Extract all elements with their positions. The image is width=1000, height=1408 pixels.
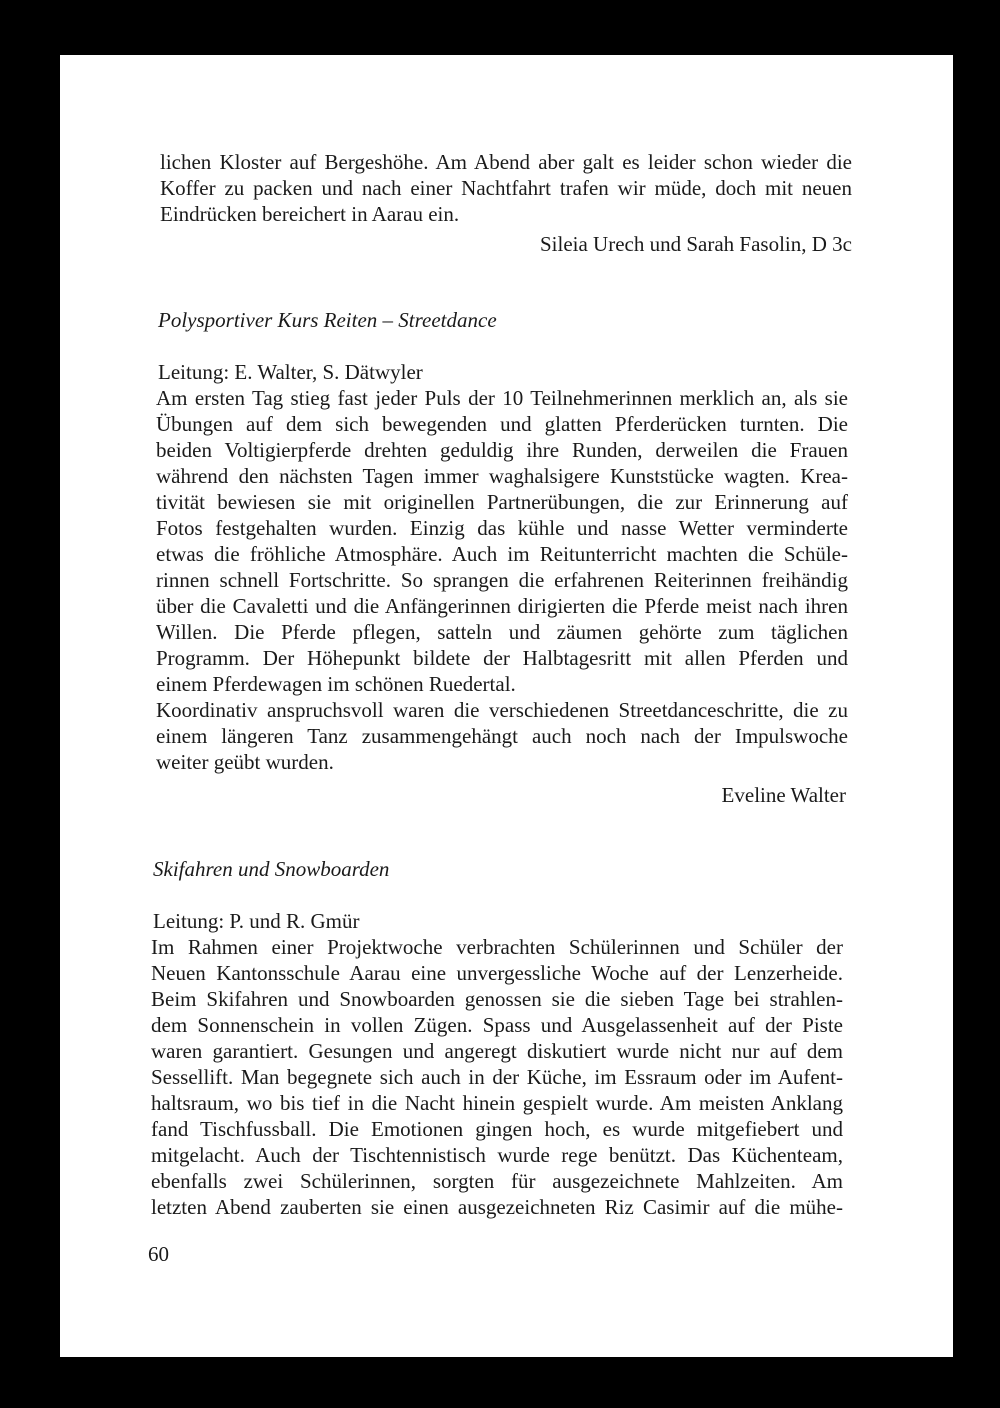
text-line: über die Cavaletti und die Anfängerinnen dirigierten die Pferde meist nach ihren <box>156 594 848 618</box>
page-number: 60 <box>148 1242 169 1266</box>
text-line: haltsraum, wo bis tief in die Nacht hinein gespielt wurde. Am meisten Anklang <box>151 1091 843 1115</box>
text-line: Willen. Die Pferde pflegen, satteln und zäumen gehörte zum täglichen <box>156 620 848 644</box>
section2-leitung: Leitung: E. Walter, S. Dätwyler <box>158 360 423 384</box>
text-line: Koffer zu packen und nach einer Nachtfahrt trafen wir müde, doch mit neuen <box>160 176 852 200</box>
section2-paragraph <box>156 385 848 775</box>
section3-paragraph <box>151 934 843 1220</box>
section2-author: Eveline Walter <box>721 783 846 807</box>
text-line: beiden Voltigierpferde drehten geduldig ihre Runden, derweilen die Frauen <box>156 438 848 462</box>
text-line: lichen Kloster auf Bergeshöhe. Am Abend aber galt es leider schon wieder die <box>160 150 852 174</box>
text-line: Im Rahmen einer Projektwoche verbrachten Schülerinnen und Schüler der <box>151 935 843 959</box>
text-line: Übungen auf dem sich bewegenden und glatten Pferderücken turnten. Die <box>156 412 848 436</box>
section1-paragraph <box>160 149 852 227</box>
section3-leitung: Leitung: P. und R. Gmür <box>153 909 360 933</box>
text-line: letzten Abend zauberten sie einen ausgezeichneten Riz Casimir auf die mühe- <box>151 1195 843 1219</box>
text-line: einem Pferdewagen im schönen Ruedertal. <box>156 672 516 696</box>
text-line: etwas die fröhliche Atmosphäre. Auch im Reitunterricht machten die Schüle- <box>156 542 848 566</box>
section2-title: Polysportiver Kurs Reiten – Streetdance <box>158 308 497 332</box>
text-line: Koordinativ anspruchsvoll waren die verschiedenen Streetdanceschritte, die zu <box>156 698 848 722</box>
text-line: einem längeren Tanz zusammengehängt auch noch nach der Impulswoche <box>156 724 848 748</box>
text-line: Programm. Der Höhepunkt bildete der Halbtagesritt mit allen Pferden und <box>156 646 848 670</box>
text-line: Eindrücken bereichert in Aarau ein. <box>160 202 460 226</box>
text-line: Fotos festgehalten wurden. Einzig das kühle und nasse Wetter verminderte <box>156 516 848 540</box>
text-line: waren garantiert. Gesungen und angeregt diskutiert wurde nicht nur auf dem <box>151 1039 843 1063</box>
text-line: Beim Skifahren und Snowboarden genossen sie die sieben Tage bei strahlen- <box>151 987 843 1011</box>
section1-author: Sileia Urech und Sarah Fasolin, D 3c <box>539 232 852 256</box>
text-line: dem Sonnenschein in vollen Zügen. Spass und Ausgelassenheit auf der Piste <box>151 1013 843 1037</box>
text-line: ebenfalls zwei Schülerinnen, sorgten für ausgezeichnete Mahlzeiten. Am <box>151 1169 843 1193</box>
text-line: Am ersten Tag stieg fast jeder Puls der 10 Teilnehmerinnen merklich an, als sie <box>156 386 848 410</box>
text-line: während den nächsten Tagen immer waghalsigere Kunststücke wagten. Krea- <box>156 464 848 488</box>
section3-title: Skifahren und Snowboarden <box>153 857 390 881</box>
text-line: Neuen Kantonsschule Aarau eine unvergessliche Woche auf der Lenzerheide. <box>151 961 843 985</box>
text-line: Sessellift. Man begegnete sich auch in der Küche, im Essraum oder im Aufent- <box>151 1065 843 1089</box>
text-line: weiter geübt wurden. <box>156 750 334 774</box>
text-line: tivität bewiesen sie mit originellen Partnerübungen, die zur Erinnerung auf <box>156 490 848 514</box>
text-line: fand Tischfussball. Die Emotionen gingen hoch, es wurde mitgefiebert und <box>151 1117 843 1141</box>
text-line: mitgelacht. Auch der Tischtennistisch wurde rege benützt. Das Küchenteam, <box>151 1143 843 1167</box>
text-line: rinnen schnell Fortschritte. So sprangen die erfahrenen Reiterinnen freihändig <box>156 568 848 592</box>
